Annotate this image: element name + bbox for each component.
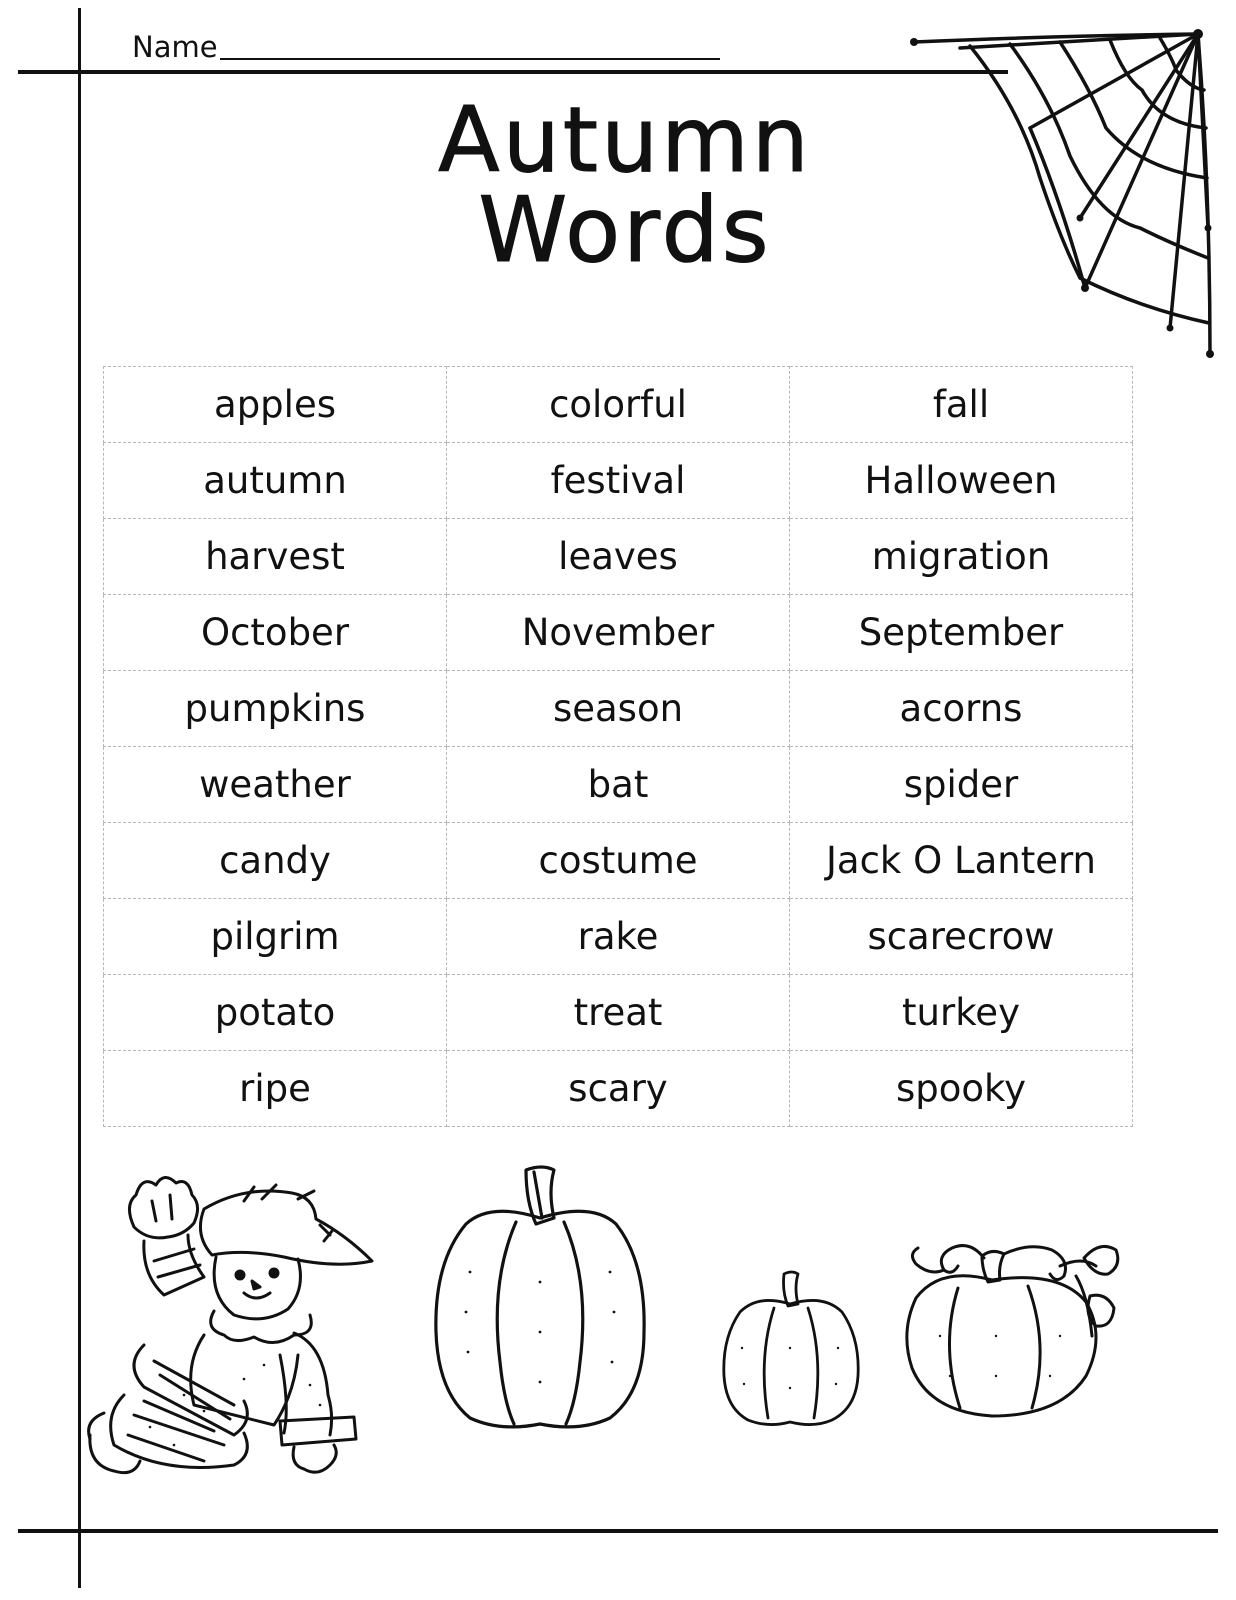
word-cell: candy [104, 823, 447, 899]
table-row [104, 899, 1133, 975]
word-cell: Jack O Lantern [790, 823, 1133, 899]
word-cell: potato [104, 975, 447, 1051]
small-pumpkin-icon [718, 1268, 863, 1428]
word-cell: rake [447, 899, 790, 975]
word-cell: spider [790, 747, 1133, 823]
word-cell: pilgrim [104, 899, 447, 975]
table-row [104, 975, 1133, 1051]
table-row [104, 1051, 1133, 1127]
word-cell: bat [447, 747, 790, 823]
bottom-rule [18, 1529, 1218, 1533]
word-cell: autumn [104, 443, 447, 519]
word-cell: scary [447, 1051, 790, 1127]
name-field [132, 28, 720, 64]
word-cell: weather [104, 747, 447, 823]
word-cell: scarecrow [790, 899, 1133, 975]
page-title: Autumn Words [438, 88, 812, 283]
word-cell: November [447, 595, 790, 671]
word-cell: colorful [447, 367, 790, 443]
word-cell: festival [447, 443, 790, 519]
word-cell: leaves [447, 519, 790, 595]
word-cell: fall [790, 367, 1133, 443]
word-cell: migration [790, 519, 1133, 595]
word-cell: October [104, 595, 447, 671]
name-blank-line[interactable] [220, 28, 720, 60]
word-cell: turkey [790, 975, 1133, 1051]
word-cell: pumpkins [104, 671, 447, 747]
table-row [104, 519, 1133, 595]
spider-web-icon [910, 28, 1220, 358]
table-row [104, 367, 1133, 443]
pumpkin-with-vine-icon [900, 1236, 1122, 1420]
margin-rule [78, 8, 81, 1588]
word-cell: acorns [790, 671, 1133, 747]
scarecrow-icon [84, 1165, 374, 1485]
name-label: Name [132, 30, 218, 64]
word-cell: apples [104, 367, 447, 443]
word-cell: spooky [790, 1051, 1133, 1127]
large-pumpkin-icon [430, 1162, 650, 1432]
word-cell: treat [447, 975, 790, 1051]
word-cell: ripe [104, 1051, 447, 1127]
table-row [104, 747, 1133, 823]
word-cell: harvest [104, 519, 447, 595]
word-cell: season [447, 671, 790, 747]
word-table [103, 366, 1133, 1127]
table-row [104, 443, 1133, 519]
table-row [104, 823, 1133, 899]
word-cell: Halloween [790, 443, 1133, 519]
word-cell: September [790, 595, 1133, 671]
table-row [104, 671, 1133, 747]
top-rule [18, 70, 1008, 74]
word-cell: costume [447, 823, 790, 899]
table-row [104, 595, 1133, 671]
